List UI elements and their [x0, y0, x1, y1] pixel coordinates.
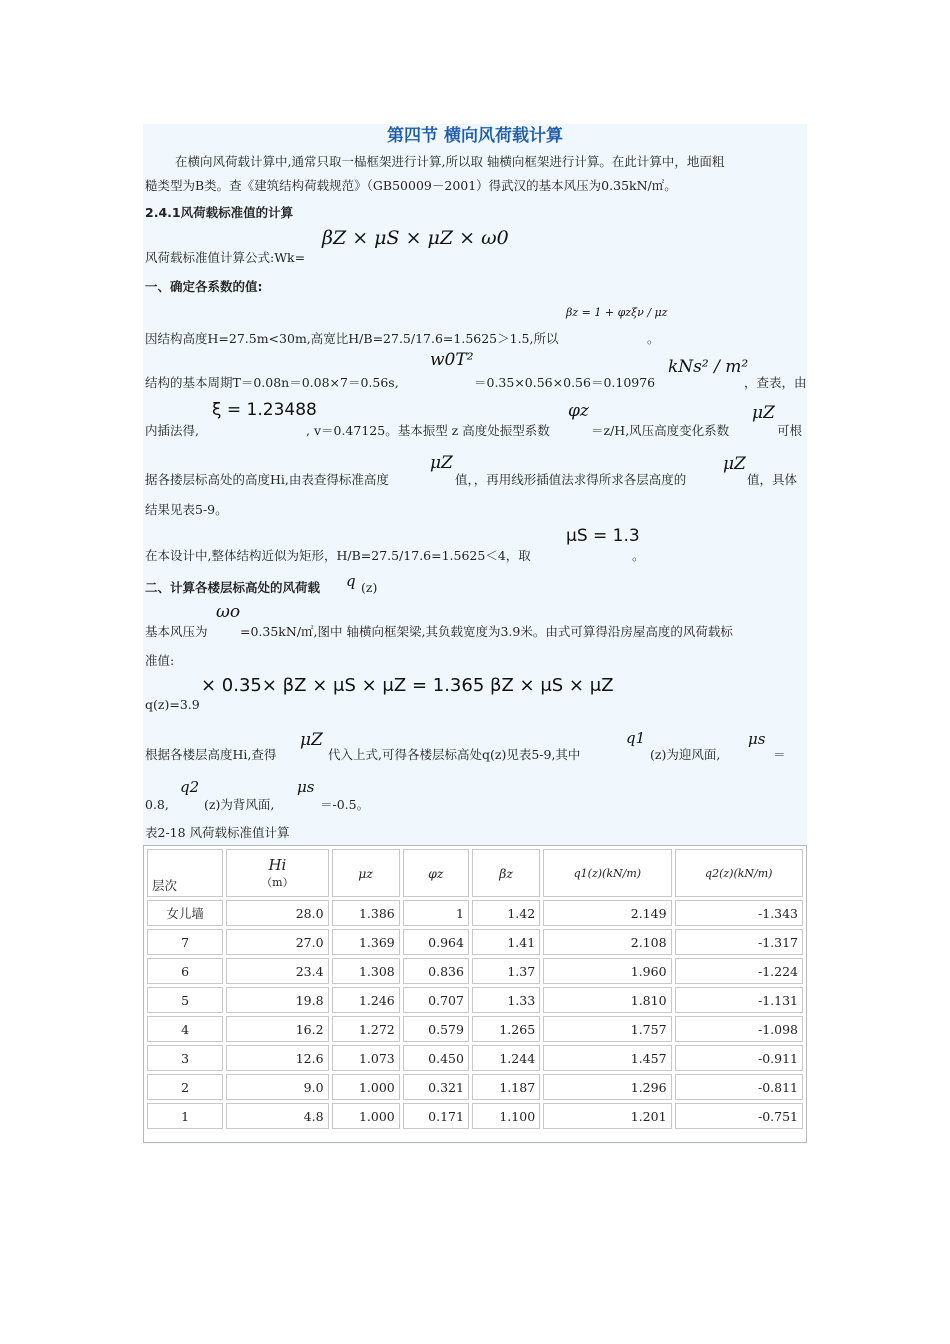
symbol-mu-s-2: μs	[297, 778, 315, 796]
paragraph-basic-pressure-part2: =0.35kN/㎡,图中 轴横向框架梁,其负载宽度为3.9米。由式可算得沿房屋高度的风荷载标	[240, 624, 733, 639]
header-phi-z: φz	[403, 849, 469, 897]
heading-section-2: 二、计算各楼层标高处的风荷载	[145, 580, 321, 595]
cell-beta-z: 1.41	[472, 929, 540, 955]
cell-height: 16.2	[226, 1016, 328, 1042]
symbol-mu-s-1: μs	[748, 730, 766, 748]
paragraph-shape-coef: 在本设计中,整体结构近似为矩形，H/B=27.5/17.6=1.5625＜4，取	[145, 548, 531, 563]
formula-xi: ξ = 1.23488	[212, 400, 317, 420]
cell-mu-z: 1.000	[332, 1103, 400, 1129]
cell-q2: -1.224	[675, 958, 803, 984]
cell-mu-z: 1.246	[332, 987, 400, 1013]
paragraph-floors-part1: 据各搂层标高处的高度Hi,由表查得标准高度	[145, 472, 389, 487]
header-q1: q1(z)(kN/m)	[543, 849, 671, 897]
header-q2: q2(z)(kN/m)	[675, 849, 803, 897]
cell-height: 19.8	[226, 987, 328, 1013]
paragraph-final-part2: 代入上式,可得各楼层标高处q(z)见表5-9,其中	[328, 747, 581, 762]
cell-q2: -0.811	[675, 1074, 803, 1100]
section-title: 第四节 横向风荷载计算	[387, 126, 563, 146]
table-header-row	[147, 849, 803, 897]
paragraph-interp-part4: 可根	[777, 423, 803, 438]
cell-phi-z: 1	[403, 900, 469, 926]
cell-phi-z: 0.171	[403, 1103, 469, 1129]
cell-floor: 6	[147, 958, 223, 984]
cell-height: 9.0	[226, 1074, 328, 1100]
cell-beta-z: 1.100	[472, 1103, 540, 1129]
cell-q1: 1.296	[543, 1074, 671, 1100]
cell-floor: 3	[147, 1045, 223, 1071]
cell-mu-z: 1.272	[332, 1016, 400, 1042]
heading-2-4-1: 2.4.1风荷载标准值的计算	[145, 205, 294, 220]
symbol-q2-inline: q2	[180, 778, 200, 796]
paragraph-final-part1: 根据各楼层高度Hi,查得	[145, 747, 277, 762]
formula-qz: × 0.35× βZ × μS × μZ = 1.365 βZ × μS × μZ	[201, 675, 614, 696]
symbol-mu-z-3: μZ	[723, 454, 746, 474]
cell-mu-z: 1.308	[332, 958, 400, 984]
symbol-omega-o: ωo	[216, 602, 241, 622]
paragraph-floors-part3: 值，具体	[747, 472, 798, 487]
cell-mu-z: 1.369	[332, 929, 400, 955]
paragraph-basic-pressure-part3: 准值:	[145, 653, 175, 668]
cell-beta-z: 1.187	[472, 1074, 540, 1100]
header-height-symbol: Hi	[268, 856, 287, 874]
cell-beta-z: 1.42	[472, 900, 540, 926]
table-row	[147, 900, 803, 926]
cell-beta-z: 1.37	[472, 958, 540, 984]
paragraph-period-part3: ，查表，由	[744, 375, 807, 390]
cell-phi-z: 0.836	[403, 958, 469, 984]
formula-unit-kns2: kNs² / m²	[668, 357, 749, 377]
table-row	[147, 1045, 803, 1071]
cell-beta-z: 1.265	[472, 1016, 540, 1042]
formula-qz-label: q(z)=3.9	[145, 697, 200, 712]
cell-mu-z: 1.073	[332, 1045, 400, 1071]
paragraph-interp-part1: 内插法得,	[145, 423, 199, 438]
paragraph-height-end: 。	[647, 331, 660, 346]
cell-q2: -1.131	[675, 987, 803, 1013]
symbol-phi-z-1: φz	[568, 401, 589, 421]
cell-floor: 5	[147, 987, 223, 1013]
paragraph-interp-part3: ＝z/H,风压高度变化系数	[591, 423, 730, 438]
paragraph-floors-part4: 结果见表5-9。	[145, 502, 228, 517]
symbol-mu-z-2: μZ	[430, 453, 453, 473]
cell-phi-z: 0.321	[403, 1074, 469, 1100]
paragraph-final-part3: (z)为迎风面,	[650, 747, 721, 762]
cell-q1: 1.810	[543, 987, 671, 1013]
wind-load-table	[143, 845, 807, 1143]
heading-section-1: 一、确定各系数的值:	[145, 279, 263, 294]
paragraph-basic-pressure-part1: 基本风压为	[145, 624, 208, 639]
symbol-q1-inline: q1	[626, 729, 646, 747]
cell-q1: 1.960	[543, 958, 671, 984]
paragraph-final-part5: 0.8,	[145, 797, 169, 812]
paragraph-period-part1: 结构的基本周期T＝0.08n＝0.08×7＝0.56s,	[145, 375, 399, 390]
table-row	[147, 987, 803, 1013]
table-row	[147, 929, 803, 955]
paragraph-interp-part2: , v＝0.47125。基本振型 z 高度处振型系数	[306, 423, 550, 438]
header-beta-z: βz	[472, 849, 540, 897]
paragraph-final-part7: ＝-0.5。	[320, 797, 370, 812]
cell-q2: -0.911	[675, 1045, 803, 1071]
cell-mu-z: 1.000	[332, 1074, 400, 1100]
cell-height: 27.0	[226, 929, 328, 955]
cell-q1: 1.757	[543, 1016, 671, 1042]
cell-q1: 2.149	[543, 900, 671, 926]
table-caption: 表2-18 风荷载标准值计算	[145, 825, 290, 840]
cell-phi-z: 0.707	[403, 987, 469, 1013]
cell-floor: 女儿墙	[147, 900, 223, 926]
cell-height: 23.4	[226, 958, 328, 984]
cell-mu-z: 1.386	[332, 900, 400, 926]
table-row	[147, 1016, 803, 1042]
cell-q1: 1.201	[543, 1103, 671, 1129]
header-height-unit: （m）	[261, 876, 294, 889]
cell-phi-z: 0.450	[403, 1045, 469, 1071]
cell-beta-z: 1.244	[472, 1045, 540, 1071]
symbol-mu-z-4: μZ	[300, 730, 323, 750]
cell-height: 12.6	[226, 1045, 328, 1071]
paragraph-final-part4: ＝	[773, 747, 786, 762]
formula-w0t2: w0T²	[430, 350, 474, 370]
cell-beta-z: 1.33	[472, 987, 540, 1013]
formula-beta-z: βz = 1 + φzξν / μz	[566, 306, 668, 319]
cell-q1: 1.457	[543, 1045, 671, 1071]
intro-paragraph-line1: 在横向风荷载计算中,通常只取一榀框架进行计算,所以取 轴横向框架进行计算。在此计算中，地面粗	[175, 154, 725, 169]
paragraph-period-part2: ＝0.35×0.56×0.56＝0.10976	[474, 375, 656, 390]
cell-height: 4.8	[226, 1103, 328, 1129]
paragraph-height-ratio: 因结构高度H=27.5m<30m,高宽比H/B=27.5/17.6=1.5625＞1.5,所以	[145, 331, 559, 346]
table-row	[147, 1103, 803, 1129]
cell-q2: -1.098	[675, 1016, 803, 1042]
formula-mu-s: μS = 1.3	[566, 526, 640, 546]
cell-q2: -1.317	[675, 929, 803, 955]
wk-formula-label: 风荷载标准值计算公式:Wk=	[145, 250, 306, 265]
paragraph-floors-part2: 值，，再用线形插值法求得所求各层高度的	[455, 472, 687, 487]
symbol-mu-z-1: μZ	[752, 403, 775, 423]
header-mu-z: μz	[332, 849, 400, 897]
cell-phi-z: 0.579	[403, 1016, 469, 1042]
paragraph-final-part6: (z)为背风面,	[204, 797, 275, 812]
header-floor: 层次	[147, 849, 223, 897]
symbol-q: q	[346, 572, 356, 590]
cell-floor: 4	[147, 1016, 223, 1042]
cell-q2: -1.343	[675, 900, 803, 926]
cell-height: 28.0	[226, 900, 328, 926]
cell-q1: 2.108	[543, 929, 671, 955]
cell-floor: 7	[147, 929, 223, 955]
cell-phi-z: 0.964	[403, 929, 469, 955]
paragraph-shape-end: 。	[632, 548, 645, 563]
table-row	[147, 1074, 803, 1100]
cell-floor: 1	[147, 1103, 223, 1129]
cell-floor: 2	[147, 1074, 223, 1100]
header-height	[226, 849, 328, 897]
cell-q2: -0.751	[675, 1103, 803, 1129]
table-row	[147, 958, 803, 984]
intro-paragraph-line2: 糙类型为B类。查《建筑结构荷载规范》（GB50009－2001）得武汉的基本风压为0.35kN/㎡。	[145, 178, 677, 193]
formula-wk: βZ × μS × μZ × ω0	[322, 227, 509, 249]
symbol-q-argument: (z)	[361, 580, 378, 595]
